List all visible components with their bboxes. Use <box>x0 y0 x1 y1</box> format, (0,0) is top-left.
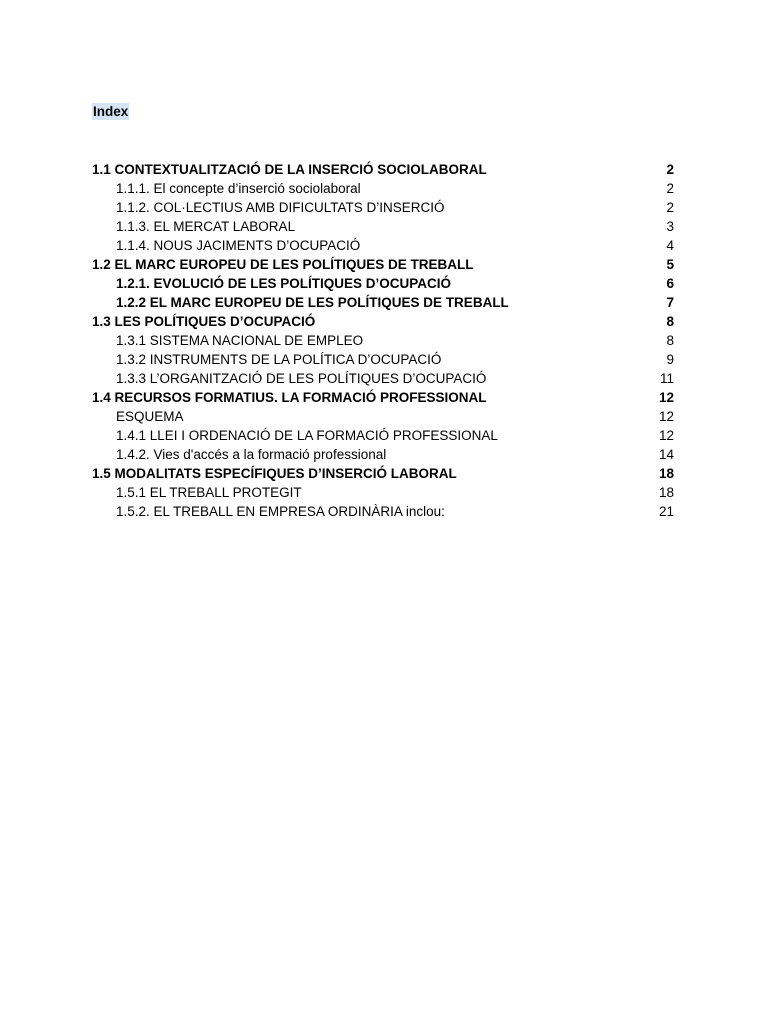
toc-entry-title: 1.4 RECURSOS FORMATIUS. LA FORMACIÓ PROFESSIONAL <box>92 390 487 405</box>
toc-entry[interactable] <box>92 445 674 464</box>
toc-entry-title: 1.3 LES POLÍTIQUES D’OCUPACIÓ <box>92 314 316 329</box>
toc-entry[interactable] <box>92 217 674 236</box>
toc-entry-page-number: 4 <box>666 238 674 253</box>
toc-entry[interactable] <box>92 407 674 426</box>
toc-entry-page-number: 8 <box>666 333 674 348</box>
toc-entry-page-number: 18 <box>658 466 674 481</box>
toc-entry-page-number: 3 <box>666 219 674 234</box>
toc-entry-title: 1.5 MODALITATS ESPECÍFIQUES D’INSERCIÓ LABORAL <box>92 466 457 481</box>
toc-entry-page-number: 7 <box>666 295 674 310</box>
toc-entry-title: 1.1 CONTEXTUALITZACIÓ DE LA INSERCIÓ SOCIOLABORAL <box>92 162 487 177</box>
toc-entry-title: 1.5.2. EL TREBALL EN EMPRESA ORDINÀRIA inclou: <box>116 504 445 519</box>
toc-entry-title: 1.3.1 SISTEMA NACIONAL DE EMPLEO <box>116 333 364 348</box>
toc-entry[interactable] <box>92 274 674 293</box>
toc-entry[interactable] <box>92 502 674 521</box>
toc-entry[interactable] <box>92 255 674 274</box>
toc-entry[interactable] <box>92 388 674 407</box>
toc-title[interactable]: Index <box>93 104 129 119</box>
toc-entry[interactable] <box>92 160 674 179</box>
toc-entry-title: 1.2 EL MARC EUROPEU DE LES POLÍTIQUES DE TREBALL <box>92 257 474 272</box>
toc-entry-title: 1.1.3. EL MERCAT LABORAL <box>116 219 296 234</box>
toc-entry-page-number: 8 <box>666 314 674 329</box>
toc-entry-page-number: 6 <box>666 276 674 291</box>
toc-entry-title: 1.5.1 EL TREBALL PROTEGIT <box>116 485 302 500</box>
toc-entry-title: 1.2.2 EL MARC EUROPEU DE LES POLÍTIQUES DE TREBALL <box>116 295 509 310</box>
toc-entry[interactable] <box>92 293 674 312</box>
toc-entry[interactable] <box>92 331 674 350</box>
toc-entry-title: 1.1.4. NOUS JACIMENTS D’OCUPACIÓ <box>116 238 361 253</box>
table-of-contents <box>92 160 674 521</box>
toc-entry-page-number: 12 <box>658 390 674 405</box>
toc-entry-title: ESQUEMA <box>116 409 184 424</box>
toc-entry-page-number: 2 <box>666 162 674 177</box>
toc-entry-title: 1.3.3 L’ORGANITZACIÓ DE LES POLÍTIQUES D’OCUPACIÓ <box>116 371 487 386</box>
toc-entry-page-number: 5 <box>666 257 674 272</box>
toc-entry[interactable] <box>92 312 674 331</box>
toc-entry-title: 1.4.2. Vies d'accés a la formació professional <box>116 447 387 462</box>
toc-entry-page-number: 2 <box>666 181 674 196</box>
toc-entry-title: 1.3.2 INSTRUMENTS DE LA POLÍTICA D’OCUPACIÓ <box>116 352 442 367</box>
toc-entry-page-number: 11 <box>659 371 674 386</box>
toc-entry[interactable] <box>92 179 674 198</box>
toc-entry-title: 1.2.1. EVOLUCIÓ DE LES POLÍTIQUES D’OCUPACIÓ <box>116 276 452 291</box>
toc-entry[interactable] <box>92 369 674 388</box>
toc-entry-page-number: 18 <box>658 485 674 500</box>
toc-entry-page-number: 14 <box>658 447 674 462</box>
toc-entry-page-number: 2 <box>666 200 674 215</box>
toc-entry-page-number: 9 <box>666 352 674 367</box>
toc-entry[interactable] <box>92 464 674 483</box>
toc-entry-title: 1.1.1. El concepte d’inserció sociolaboral <box>116 181 361 196</box>
toc-entry-title: 1.1.2. COL·LECTIUS AMB DIFICULTATS D’INSERCIÓ <box>116 200 445 215</box>
toc-entry-page-number: 12 <box>658 409 674 424</box>
toc-entry[interactable] <box>92 198 674 217</box>
toc-entry[interactable] <box>92 426 674 445</box>
toc-entry[interactable] <box>92 350 674 369</box>
toc-entry[interactable] <box>92 236 674 255</box>
toc-entry-page-number: 21 <box>658 504 674 519</box>
toc-entry-page-number: 12 <box>658 428 674 443</box>
toc-entry-title: 1.4.1 LLEI I ORDENACIÓ DE LA FORMACIÓ PROFESSIONAL <box>116 428 498 443</box>
toc-entry[interactable] <box>92 483 674 502</box>
